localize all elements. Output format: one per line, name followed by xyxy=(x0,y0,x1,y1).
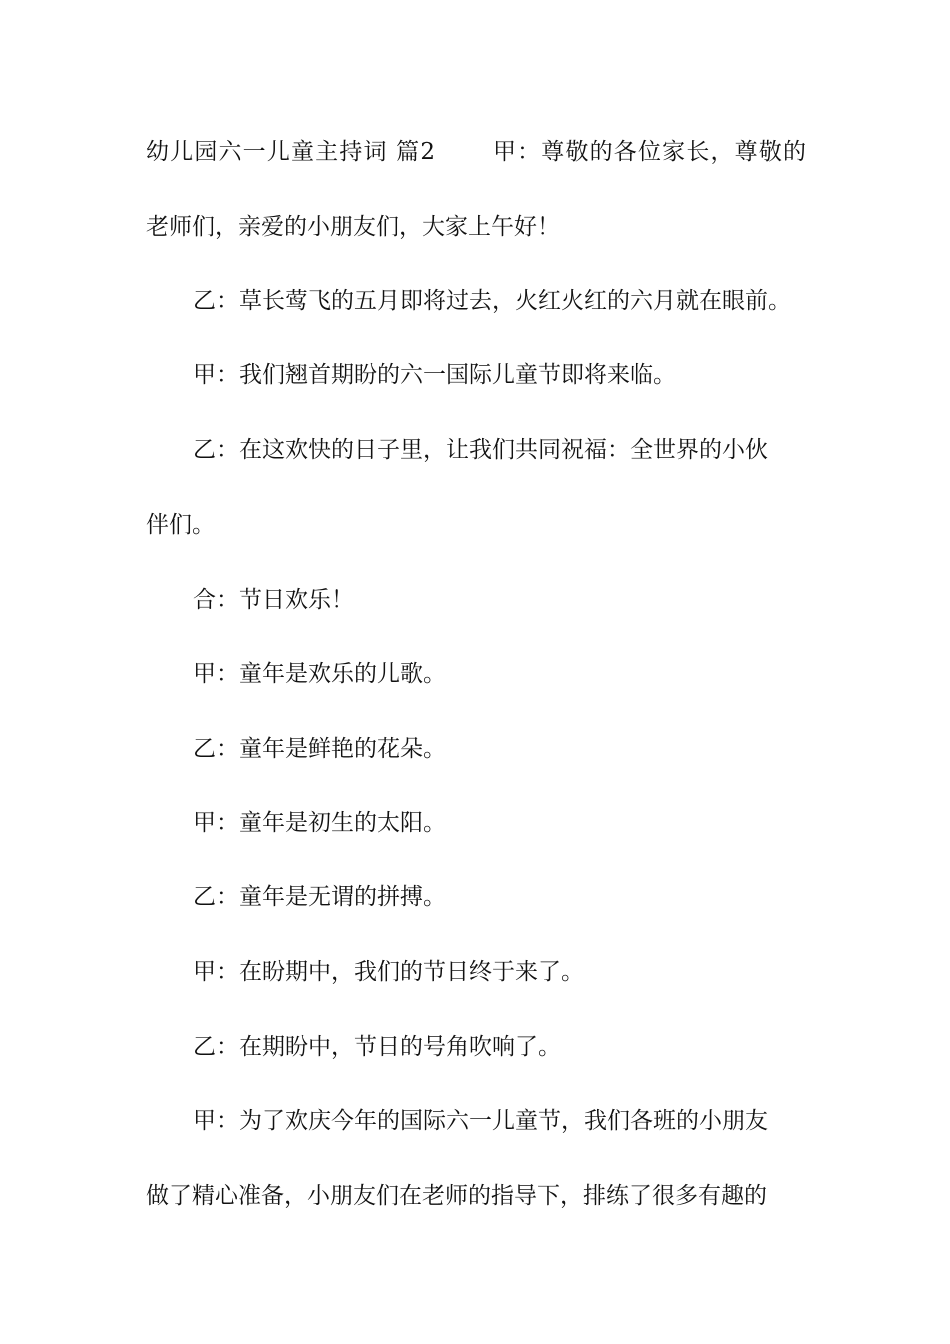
text-line-8: 甲：童年是欢乐的儿歌。 xyxy=(193,661,446,687)
text-line-12: 甲：在盼期中，我们的节日终于来了。 xyxy=(193,959,584,985)
text-line-5: 乙：在这欢快的日子里，让我们共同祝福：全世界的小伙 xyxy=(193,437,768,463)
text-line-3: 乙：草长莺飞的五月即将过去，火红火红的六月就在眼前。 xyxy=(193,288,791,314)
text-line-15: 做了精心准备，小朋友们在老师的指导下，排练了很多有趣的 xyxy=(146,1183,767,1209)
text-line-13: 乙：在期盼中，节日的号角吹响了。 xyxy=(193,1034,561,1060)
text-line-7: 合：节日欢乐！ xyxy=(193,587,354,613)
text-line-10: 甲：童年是初生的太阳。 xyxy=(193,810,446,836)
text-line-9: 乙：童年是鲜艳的花朵。 xyxy=(193,736,446,762)
text-line-11: 乙：童年是无谓的拼搏。 xyxy=(193,884,446,910)
text-line-4: 甲：我们翘首期盼的六一国际儿童节即将来临。 xyxy=(193,362,676,388)
text-line-6: 伴们。 xyxy=(146,512,215,538)
text-line-1: 幼儿园六一儿童主持词 篇2 甲：尊敬的各位家长，尊敬的 xyxy=(146,139,806,165)
text-line-14: 甲：为了欢庆今年的国际六一儿童节，我们各班的小朋友 xyxy=(193,1108,768,1134)
text-line-2: 老师们，亲爱的小朋友们，大家上午好！ xyxy=(146,214,560,240)
